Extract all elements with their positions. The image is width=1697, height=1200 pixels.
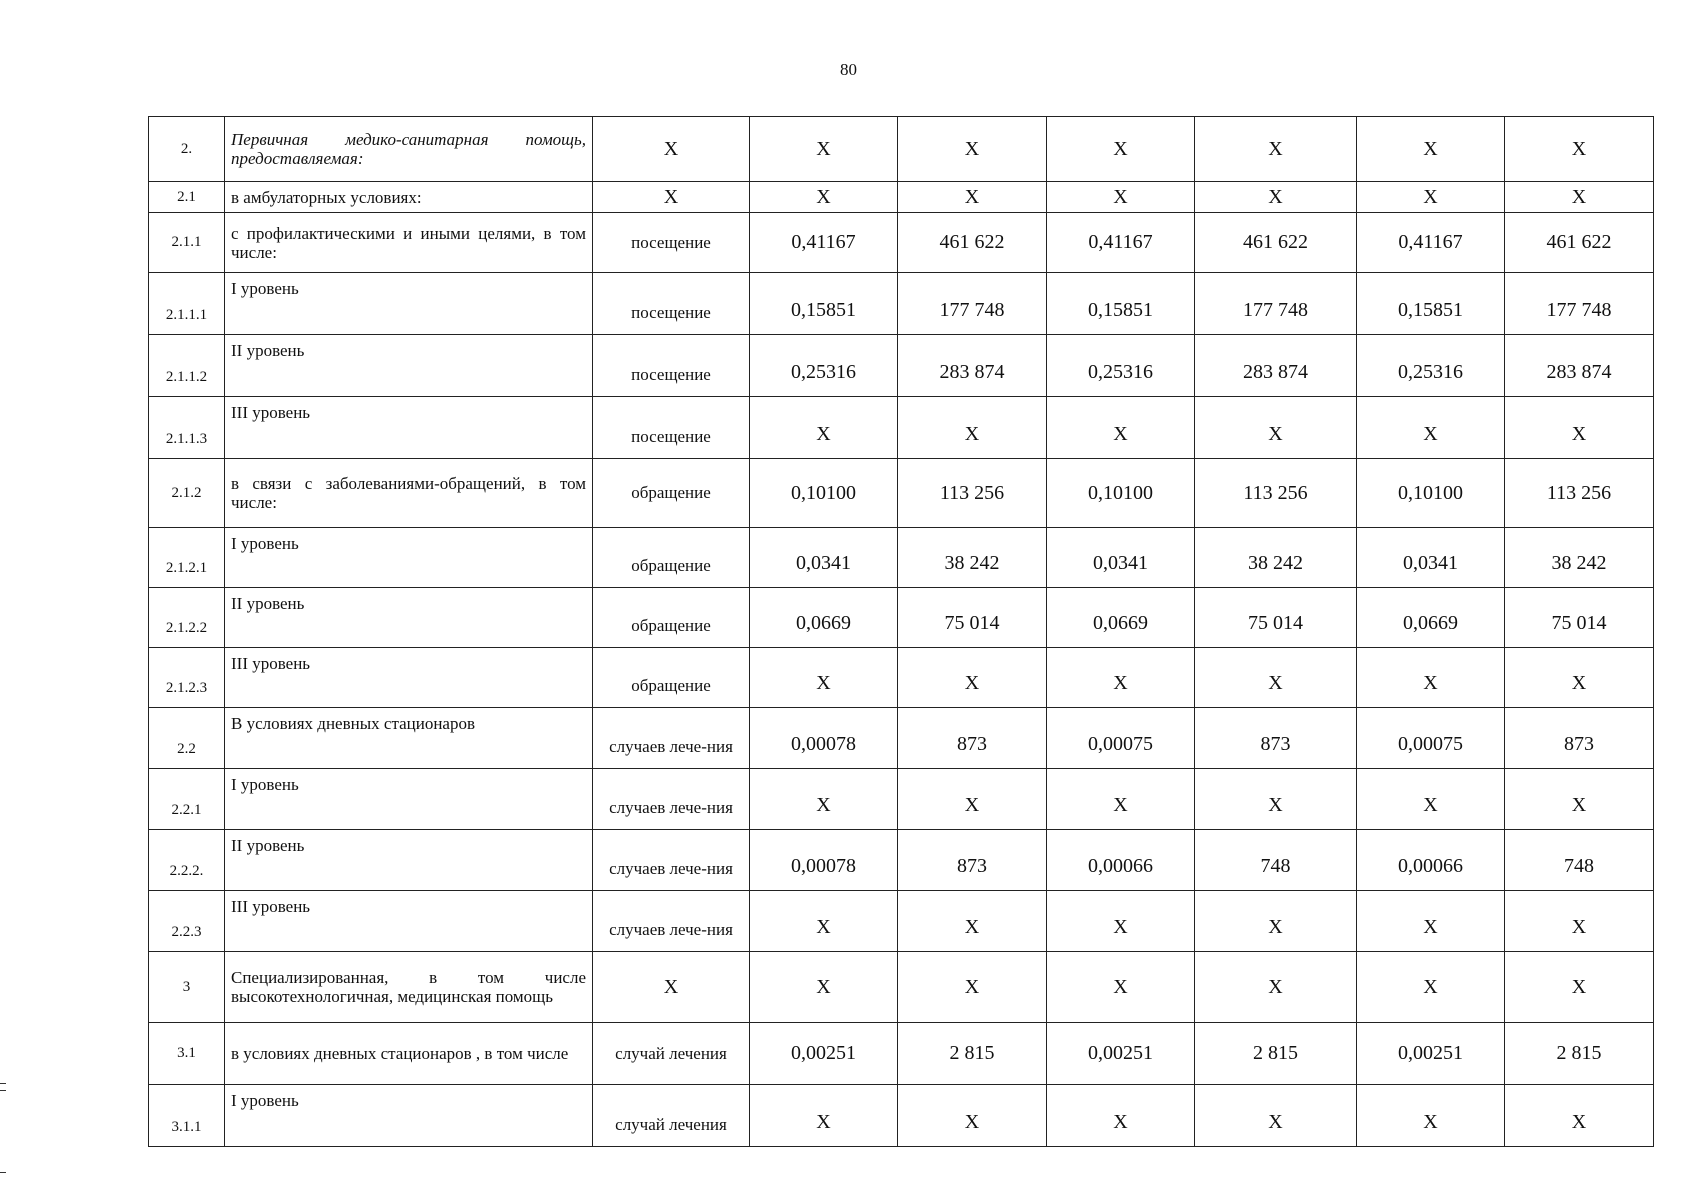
row-name: Специализированная, в том числе высокотехнологичная, медицинская помощь bbox=[225, 952, 593, 1023]
value-cell: X bbox=[1505, 117, 1654, 182]
value-cell: 0,0341 bbox=[1357, 528, 1505, 588]
value-cell: 0,10100 bbox=[750, 459, 898, 528]
value-cell: 0,0669 bbox=[1047, 588, 1195, 648]
value-cell: X bbox=[1357, 182, 1505, 213]
row-name: I уровень bbox=[225, 769, 593, 830]
value-cell: X bbox=[1505, 648, 1654, 708]
row-number: 2.2 bbox=[149, 708, 225, 769]
value-cell: 873 bbox=[898, 830, 1047, 891]
table-row bbox=[149, 648, 1654, 708]
value-cell: 0,41167 bbox=[1357, 213, 1505, 273]
data-table bbox=[148, 116, 1654, 1147]
row-number: 2.1.2 bbox=[149, 459, 225, 528]
row-number: 2.1.1.1 bbox=[149, 273, 225, 335]
value-cell: 0,15851 bbox=[1047, 273, 1195, 335]
value-cell: X bbox=[1505, 1085, 1654, 1147]
row-number: 2.1.1.3 bbox=[149, 397, 225, 459]
row-unit: случаев лече-ния bbox=[593, 891, 750, 952]
row-unit: посещение bbox=[593, 273, 750, 335]
row-name: с профилактическими и иными целями, в том числе: bbox=[225, 213, 593, 273]
value-cell: X bbox=[1047, 769, 1195, 830]
row-name: II уровень bbox=[225, 335, 593, 397]
value-cell: X bbox=[1505, 182, 1654, 213]
row-name: в связи с заболеваниями-обращений, в том числе: bbox=[225, 459, 593, 528]
value-cell: 177 748 bbox=[1195, 273, 1357, 335]
table-row bbox=[149, 273, 1654, 335]
table-row bbox=[149, 952, 1654, 1023]
value-cell: X bbox=[898, 1085, 1047, 1147]
value-cell: 0,00251 bbox=[1357, 1023, 1505, 1085]
row-number: 2.2.1 bbox=[149, 769, 225, 830]
row-name: В условиях дневных стационаров bbox=[225, 708, 593, 769]
value-cell: X bbox=[898, 769, 1047, 830]
value-cell: X bbox=[1195, 397, 1357, 459]
value-cell: 0,00251 bbox=[750, 1023, 898, 1085]
value-cell: 0,00078 bbox=[750, 708, 898, 769]
edge-mark bbox=[0, 1172, 6, 1173]
value-cell: 873 bbox=[1505, 708, 1654, 769]
value-cell: 461 622 bbox=[1505, 213, 1654, 273]
value-cell: X bbox=[750, 648, 898, 708]
value-cell: X bbox=[1357, 397, 1505, 459]
row-unit: X bbox=[593, 182, 750, 213]
value-cell: X bbox=[1047, 182, 1195, 213]
table-row bbox=[149, 588, 1654, 648]
row-name: III уровень bbox=[225, 891, 593, 952]
value-cell: X bbox=[1357, 648, 1505, 708]
value-cell: 873 bbox=[898, 708, 1047, 769]
value-cell: 75 014 bbox=[898, 588, 1047, 648]
value-cell: 0,0341 bbox=[750, 528, 898, 588]
row-name: II уровень bbox=[225, 830, 593, 891]
value-cell: X bbox=[1505, 891, 1654, 952]
value-cell: 283 874 bbox=[898, 335, 1047, 397]
value-cell: X bbox=[750, 952, 898, 1023]
value-cell: X bbox=[1195, 648, 1357, 708]
row-name: III уровень bbox=[225, 397, 593, 459]
value-cell: X bbox=[1357, 891, 1505, 952]
row-unit: случай лечения bbox=[593, 1085, 750, 1147]
value-cell: 0,0669 bbox=[1357, 588, 1505, 648]
value-cell: 748 bbox=[1505, 830, 1654, 891]
value-cell: X bbox=[1047, 648, 1195, 708]
value-cell: X bbox=[898, 397, 1047, 459]
row-name: II уровень bbox=[225, 588, 593, 648]
row-number: 2.1.1.2 bbox=[149, 335, 225, 397]
value-cell: 461 622 bbox=[898, 213, 1047, 273]
value-cell: 38 242 bbox=[1195, 528, 1357, 588]
value-cell: X bbox=[1047, 397, 1195, 459]
value-cell: X bbox=[750, 117, 898, 182]
value-cell: 0,15851 bbox=[1357, 273, 1505, 335]
table-row bbox=[149, 182, 1654, 213]
row-unit: X bbox=[593, 117, 750, 182]
page-number: 80 bbox=[840, 60, 857, 79]
value-cell: X bbox=[1047, 952, 1195, 1023]
value-cell: X bbox=[1047, 1085, 1195, 1147]
row-number: 2.1.2.2 bbox=[149, 588, 225, 648]
value-cell: 0,25316 bbox=[750, 335, 898, 397]
table-row bbox=[149, 213, 1654, 273]
row-unit: посещение bbox=[593, 335, 750, 397]
value-cell: X bbox=[1047, 117, 1195, 182]
value-cell: 75 014 bbox=[1195, 588, 1357, 648]
table-row bbox=[149, 1085, 1654, 1147]
value-cell: 113 256 bbox=[1505, 459, 1654, 528]
value-cell: 0,25316 bbox=[1357, 335, 1505, 397]
value-cell: X bbox=[1505, 952, 1654, 1023]
table-row bbox=[149, 830, 1654, 891]
value-cell: 0,10100 bbox=[1357, 459, 1505, 528]
value-cell: X bbox=[898, 648, 1047, 708]
value-cell: 283 874 bbox=[1195, 335, 1357, 397]
value-cell: 0,0341 bbox=[1047, 528, 1195, 588]
row-name: I уровень bbox=[225, 528, 593, 588]
value-cell: 283 874 bbox=[1505, 335, 1654, 397]
row-name: I уровень bbox=[225, 273, 593, 335]
value-cell: 0,00066 bbox=[1047, 830, 1195, 891]
table-row bbox=[149, 708, 1654, 769]
row-unit: обращение bbox=[593, 459, 750, 528]
row-number: 2.1.2.1 bbox=[149, 528, 225, 588]
value-cell: X bbox=[1195, 1085, 1357, 1147]
value-cell: X bbox=[1047, 891, 1195, 952]
value-cell: 0,15851 bbox=[750, 273, 898, 335]
row-unit: обращение bbox=[593, 528, 750, 588]
table-row bbox=[149, 459, 1654, 528]
row-unit: случаев лече-ния bbox=[593, 708, 750, 769]
row-name: Первичная медико-санитарная помощь, предоставляемая: bbox=[225, 117, 593, 182]
table-row bbox=[149, 1023, 1654, 1085]
value-cell: 0,00066 bbox=[1357, 830, 1505, 891]
value-cell: X bbox=[750, 891, 898, 952]
row-number: 2.1 bbox=[149, 182, 225, 213]
row-unit: посещение bbox=[593, 397, 750, 459]
row-name: III уровень bbox=[225, 648, 593, 708]
value-cell: 0,00075 bbox=[1357, 708, 1505, 769]
table-row bbox=[149, 891, 1654, 952]
value-cell: 2 815 bbox=[898, 1023, 1047, 1085]
value-cell: X bbox=[1357, 1085, 1505, 1147]
row-name: I уровень bbox=[225, 1085, 593, 1147]
value-cell: X bbox=[750, 397, 898, 459]
value-cell: X bbox=[898, 117, 1047, 182]
table-row bbox=[149, 117, 1654, 182]
value-cell: 177 748 bbox=[1505, 273, 1654, 335]
value-cell: X bbox=[750, 182, 898, 213]
value-cell: 113 256 bbox=[898, 459, 1047, 528]
row-number: 3 bbox=[149, 952, 225, 1023]
value-cell: 0,41167 bbox=[750, 213, 898, 273]
row-number: 2. bbox=[149, 117, 225, 182]
value-cell: X bbox=[750, 769, 898, 830]
table-row bbox=[149, 397, 1654, 459]
value-cell: 113 256 bbox=[1195, 459, 1357, 528]
edge-mark bbox=[0, 1083, 6, 1084]
value-cell: 873 bbox=[1195, 708, 1357, 769]
row-number: 3.1 bbox=[149, 1023, 225, 1085]
row-unit: случай лечения bbox=[593, 1023, 750, 1085]
value-cell: X bbox=[1195, 952, 1357, 1023]
row-number: 2.2.3 bbox=[149, 891, 225, 952]
value-cell: 0,10100 bbox=[1047, 459, 1195, 528]
value-cell: 461 622 bbox=[1195, 213, 1357, 273]
value-cell: 38 242 bbox=[1505, 528, 1654, 588]
value-cell: X bbox=[898, 182, 1047, 213]
value-cell: 748 bbox=[1195, 830, 1357, 891]
value-cell: 0,00251 bbox=[1047, 1023, 1195, 1085]
value-cell: X bbox=[1505, 397, 1654, 459]
value-cell: 0,00078 bbox=[750, 830, 898, 891]
value-cell: 2 815 bbox=[1195, 1023, 1357, 1085]
value-cell: 75 014 bbox=[1505, 588, 1654, 648]
row-number: 2.2.2. bbox=[149, 830, 225, 891]
row-unit: посещение bbox=[593, 213, 750, 273]
value-cell: X bbox=[898, 891, 1047, 952]
row-number: 3.1.1 bbox=[149, 1085, 225, 1147]
value-cell: X bbox=[1357, 952, 1505, 1023]
row-unit: обращение bbox=[593, 588, 750, 648]
table-row bbox=[149, 769, 1654, 830]
row-unit: обращение bbox=[593, 648, 750, 708]
row-name: в условиях дневных стационаров , в том числе bbox=[225, 1023, 593, 1085]
value-cell: X bbox=[1505, 769, 1654, 830]
row-number: 2.1.1 bbox=[149, 213, 225, 273]
table-row bbox=[149, 528, 1654, 588]
row-unit: случаев лече-ния bbox=[593, 769, 750, 830]
value-cell: 2 815 bbox=[1505, 1023, 1654, 1085]
value-cell: 0,00075 bbox=[1047, 708, 1195, 769]
value-cell: 38 242 bbox=[898, 528, 1047, 588]
edge-mark bbox=[0, 1090, 6, 1091]
value-cell: X bbox=[1195, 891, 1357, 952]
value-cell: X bbox=[1357, 117, 1505, 182]
value-cell: 0,0669 bbox=[750, 588, 898, 648]
row-number: 2.1.2.3 bbox=[149, 648, 225, 708]
row-name: в амбулаторных условиях: bbox=[225, 182, 593, 213]
row-unit: случаев лече-ния bbox=[593, 830, 750, 891]
value-cell: X bbox=[898, 952, 1047, 1023]
value-cell: 177 748 bbox=[898, 273, 1047, 335]
row-unit: X bbox=[593, 952, 750, 1023]
value-cell: X bbox=[1195, 769, 1357, 830]
value-cell: 0,25316 bbox=[1047, 335, 1195, 397]
value-cell: 0,41167 bbox=[1047, 213, 1195, 273]
value-cell: X bbox=[1195, 117, 1357, 182]
value-cell: X bbox=[1195, 182, 1357, 213]
value-cell: X bbox=[750, 1085, 898, 1147]
value-cell: X bbox=[1357, 769, 1505, 830]
table-row bbox=[149, 335, 1654, 397]
